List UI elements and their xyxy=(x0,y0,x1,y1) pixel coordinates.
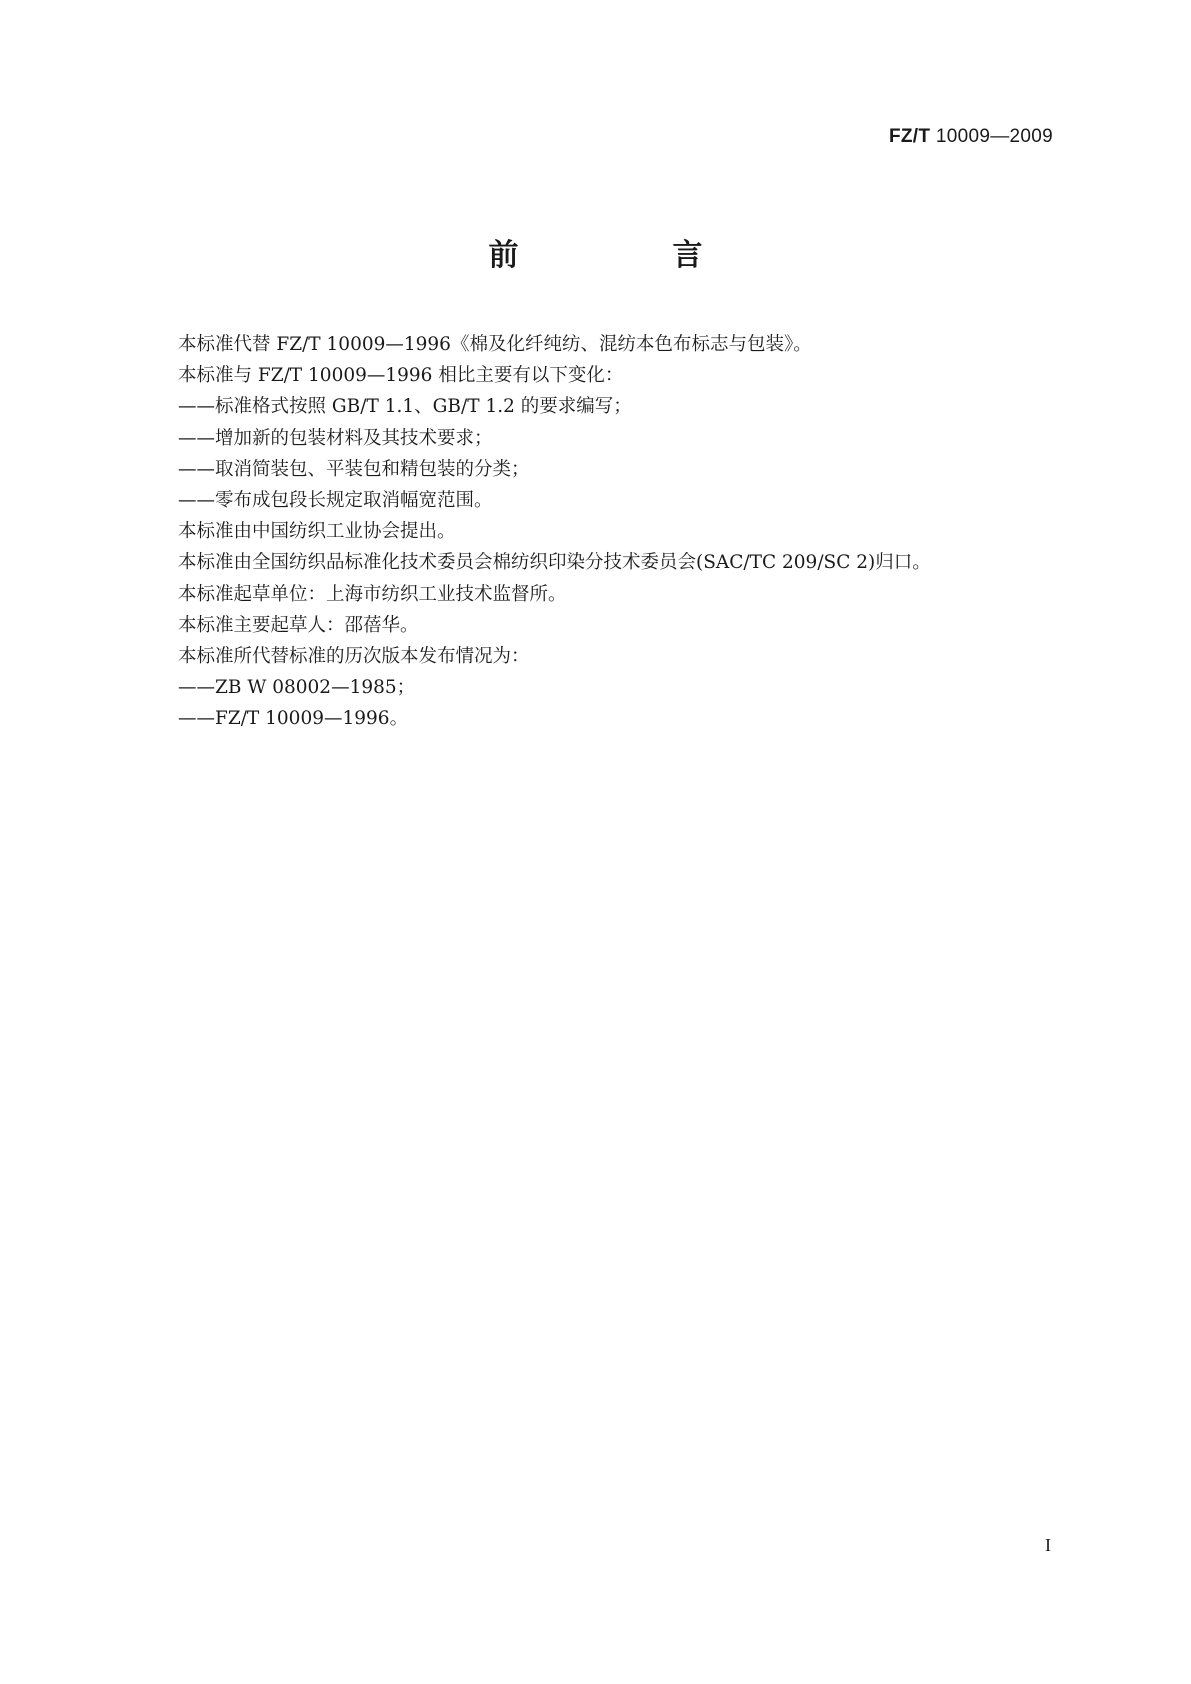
paragraph-replaces: 本标准代替 FZ/T 10009—1996《棉及化纤纯纺、混纺本色布标志与包装》。 xyxy=(178,334,812,355)
change-item: ——取消简装包、平装包和精包装的分类； xyxy=(178,458,530,480)
standard-prefix: FZ/T xyxy=(889,126,931,147)
paragraph-changes-intro: 本标准与 FZ/T 10009—1996 相比主要有以下变化： xyxy=(178,365,624,387)
change-item: ——增加新的包装材料及其技术要求； xyxy=(178,427,493,449)
foreword-body xyxy=(178,329,1048,734)
paragraph-drafters: 本标准主要起草人：邵蓓华。 xyxy=(178,614,419,636)
page-title: 前 言 xyxy=(488,238,765,273)
paragraph-history-intro: 本标准所代替标准的历次版本发布情况为： xyxy=(178,645,530,667)
history-item: ——FZ/T 10009—1996。 xyxy=(178,708,409,730)
paragraph-drafting-unit: 本标准起草单位：上海市纺织工业技术监督所。 xyxy=(178,583,567,605)
standard-code xyxy=(889,126,1053,148)
page-number: I xyxy=(1045,1535,1051,1555)
change-item: ——零布成包段长规定取消幅宽范围。 xyxy=(178,489,493,511)
paragraph-centralized-by: 本标准由全国纺织品标准化技术委员会棉纺织印染分技术委员会(SAC/TC 209/SC 2)归口。 xyxy=(178,552,931,574)
change-item: ——标准格式按照 GB/T 1.1、GB/T 1.2 的要求编写； xyxy=(178,396,632,418)
paragraph-proposed-by: 本标准由中国纺织工业协会提出。 xyxy=(178,521,456,543)
history-item: ——ZB W 08002—1985； xyxy=(178,677,416,699)
standard-number: 10009—2009 xyxy=(935,126,1053,147)
